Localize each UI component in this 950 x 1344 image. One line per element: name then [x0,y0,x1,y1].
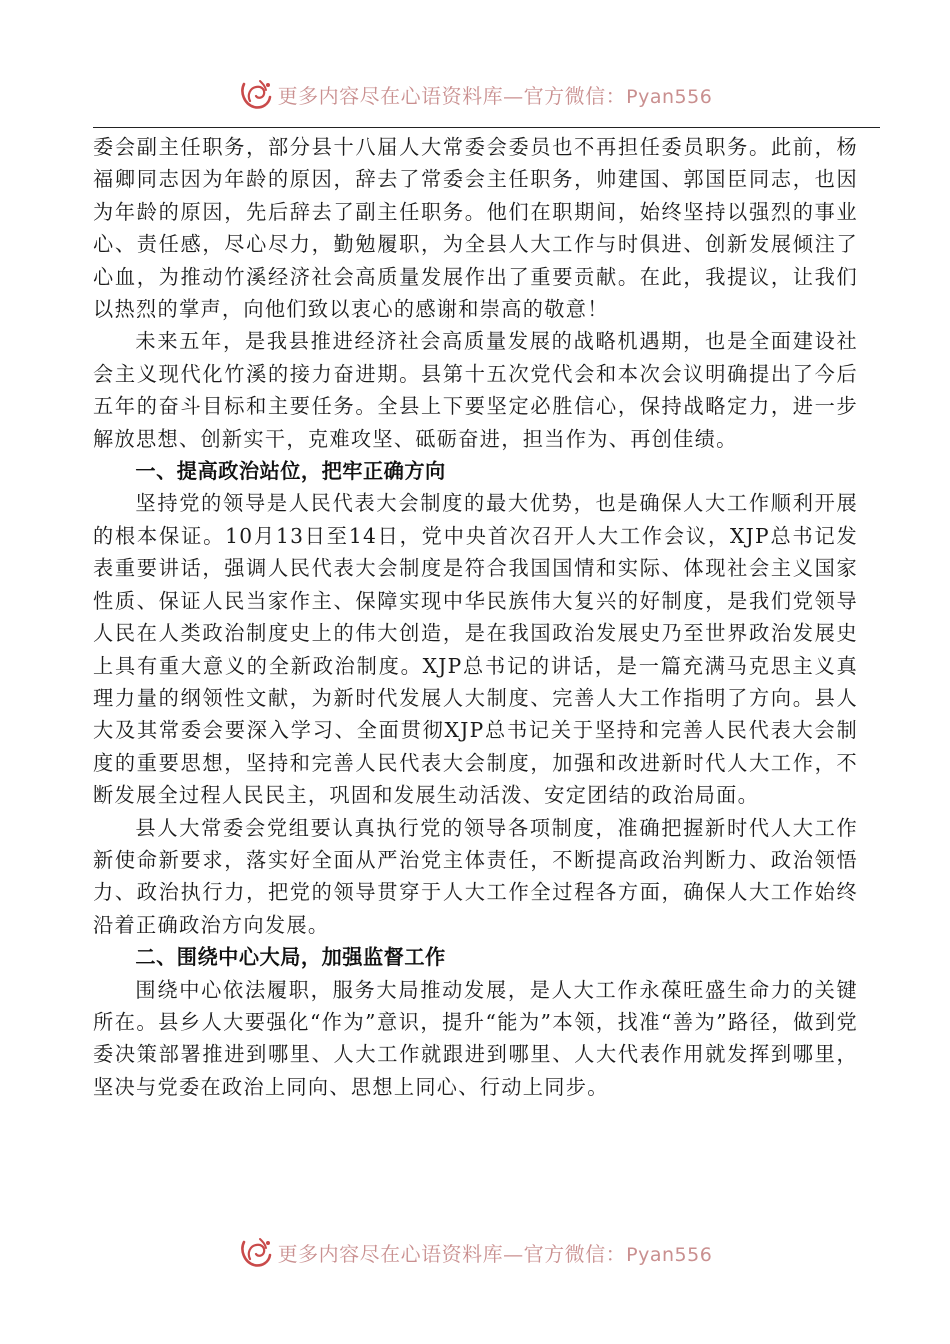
body-paragraph: 坚持党的领导是人民代表大会制度的最大优势，也是确保人大工作顺利开展的根本保证。10月13日至14日，党中央首次召开人大工作会议，XJP总书记发表重要讲话，强调人民代表大会制度是符合我国国情和实际、体现社会主义国家性质、保证人民当家作主、保障实现中华民族伟大复兴的好制度，是我们党领导人民在人类政治制度史上的伟大创造，是在我国政治发展史乃至世界政治发展史上具有重大意义的全新政治制度。XJP总书记的讲话，是一篇充满马克思主义真理力量的纲领性文献，为新时代发展人大制度、完善人大工作指明了方向。县人大及其常委会要深入学习、全面贯彻XJP总书记关于坚持和完善人民代表大会制度的重要思想，坚持和完善人民代表大会制度，加强和改进新时代人大工作，不断发展全过程人民民主，巩固和发展生动活泼、安定团结的政治局面。 [93,491,858,808]
header-banner-text [278,80,713,109]
footer-wechat-id: Pyan556 [626,1243,713,1266]
body-paragraph: 未来五年，是我县推进经济社会高质量发展的战略机遇期，也是全面建设社会主义现代化竹溪的接力奋进期。县第十五次党代会和本次会议明确提出了今后五年的奋斗目标和主要任务。全县上下要坚定必胜信心，保持战略定力，进一步解放思想、创新实干，克难攻坚、砥砺奋进，担当作为、再创佳绩。 [93,329,858,451]
header-banner-label: 更多内容尽在心语资料库—官方微信： [277,83,627,108]
header-wechat-id: Pyan556 [626,85,713,108]
body-paragraph: 围绕中心依法履职，服务大局推动发展，是人大工作永葆旺盛生命力的关键所在。县乡人大要强化“作为”意识，提升“能为”本领，找准“善为”路径，做到党委决策部署推进到哪里、人大工作就跟进到哪里、人大代表作用就发挥到哪里，坚决与党委在政治上同向、思想上同心、行动上同步。 [93,977,858,1099]
header-rule [93,127,880,128]
xinyu-logo-icon [238,76,274,112]
footer-banner-label: 更多内容尽在心语资料库—官方微信： [277,1241,627,1266]
section-heading: 二、围绕中心大局，加强监督工作 [135,945,446,970]
section-heading: 一、提高政治站位，把牢正确方向 [135,459,446,484]
xinyu-logo-icon [238,1234,274,1270]
footer-banner-text [278,1238,713,1267]
body-paragraph: 县人大常委会党组要认真执行党的领导各项制度，准确把握新时代人大工作新使命新要求，落实好全面从严治党主体责任，不断提高政治判断力、政治领悟力、政治执行力，把党的领导贯穿于人大工作全过程各方面，确保人大工作始终沿着正确政治方向发展。 [93,815,858,937]
header-banner [0,74,950,114]
document-body [93,131,858,1103]
body-paragraph: 委会副主任职务，部分县十八届人大常委会委员也不再担任委员职务。此前，杨福卿同志因为年龄的原因，辞去了常委会主任职务，帅建国、郭国臣同志，也因为年龄的原因，先后辞去了副主任职务。他们在职期间，始终坚持以强烈的事业心、责任感，尽心尽力，勤勉履职，为全县人大工作与时俱进、创新发展倾注了心血，为推动竹溪经济社会高质量发展作出了重要贡献。在此，我提议，让我们以热烈的掌声，向他们致以衷心的感谢和崇高的敬意！ [93,135,858,322]
footer-banner [0,1232,950,1272]
